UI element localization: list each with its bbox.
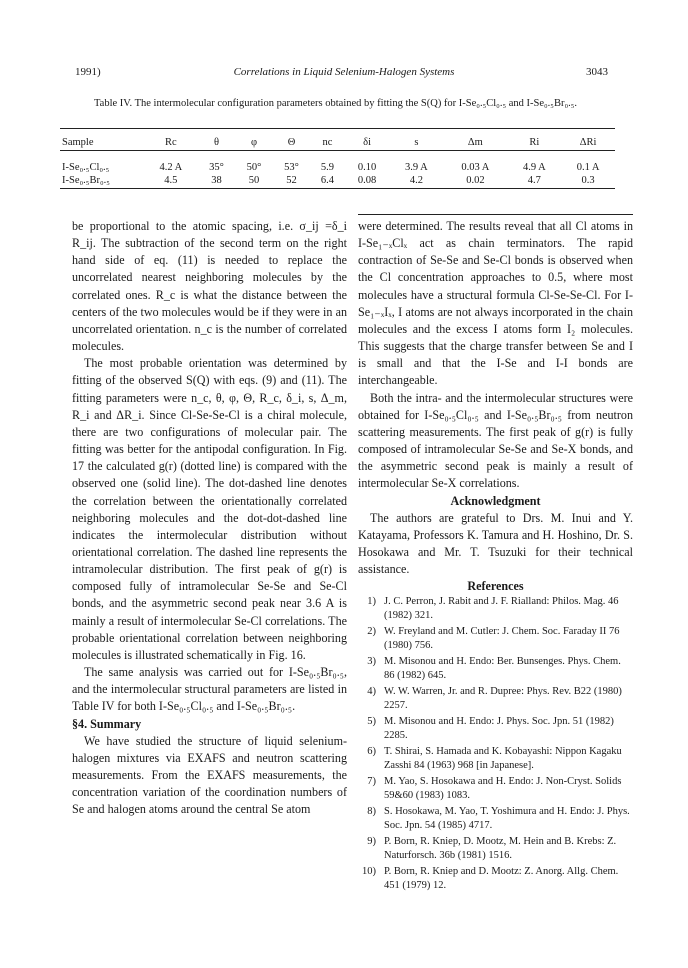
- table-header-cell: nc: [322, 137, 333, 148]
- table-cell: 0.03 A: [461, 162, 490, 173]
- table-caption: Table IV. The intermolecular configuration parameters obtained by fitting the S(Q) for I-Se₀.₅Cl₀.₅ and I-Se₀.₅Br₀.₅.: [94, 98, 578, 109]
- table-header-row: [60, 136, 615, 149]
- reference-item: 10) P. Born, R. Kniep and D. Mootz: Z. Anorg. Allg. Chem. 451 (1979) 12.: [362, 866, 619, 892]
- table-cell: 4.9 A: [522, 162, 546, 173]
- reference-item: 6) T. Shirai, S. Hamada and K. Kobayashi: Nippon Kagaku Zasshi 84 (1963) 968 [in Japanese].: [367, 746, 622, 772]
- body-paragraph: The same analysis was carried out for I-Se₀.₅Br₀.₅, and the intermolecular structural parameters are listed in Table IV for both I-Se₀.₅Cl₀.₅ and I-Se₀.₅Br₀.₅.: [72, 665, 347, 714]
- table-header-cell: Sample: [62, 137, 94, 148]
- table-cell: 3.9 A: [405, 162, 428, 173]
- table-header-cell: Ri: [529, 137, 540, 148]
- references-list: [358, 595, 633, 893]
- reference-item: 4) W. W. Warren, Jr. and R. Dupree: Phys. Rev. B22 (1980) 2257.: [367, 686, 622, 712]
- header-running-title: Correlations in Liquid Selenium-Halogen Systems: [233, 66, 455, 78]
- table-header-cell: θ: [213, 137, 219, 148]
- reference-item: 7) M. Yao, S. Hosokawa and H. Endo: J. Non-Cryst. Solids 59&60 (1983) 1083.: [367, 776, 622, 802]
- table-cell: 4.2 A: [159, 162, 183, 173]
- body-paragraph: We have studied the structure of liquid selenium-halogen mixtures via EXAFS and neutron scattering measurements. From the EXAFS measurements, the concentration variation of the coordination numbers of Se and halogen atoms around the central Se atom: [72, 733, 347, 817]
- table-header-cell: s: [414, 137, 419, 148]
- reference-item: 5) M. Misonou and H. Endo: J. Phys. Soc. Jpn. 51 (1982) 2285.: [367, 716, 614, 742]
- table-cell: 0.08: [357, 175, 377, 186]
- acknowledgment-text: The authors are grateful to Drs. M. Inui and Y. Katayama, Professors K. Tamura and H. Hoshino, Dr. S. Hosokawa and Mr. T. Tsuzuki for their technical assistance.: [358, 510, 633, 577]
- table-cell: 53°: [284, 162, 299, 173]
- body-paragraph: Both the intra- and the intermolecular structures were obtained for I-Se₀.₅Cl₀.₅ and I-Se₀.₅Br₀.₅ from neutron scattering measurements. The first peak of g(r) is fully composed of intramolecular Se-Se and Se-X bonds, and the asymmetric second peak is mainly a result of intermolecular Se-X correlations.: [358, 390, 633, 491]
- references-heading: References: [467, 579, 524, 594]
- table-cell: 35°: [209, 162, 224, 173]
- table-header-cell: ΔRi: [579, 137, 597, 148]
- header-volume: 1991): [75, 66, 101, 78]
- reference-item: 1) J. C. Perron, J. Rabit and J. F. Rialland: Philos. Mag. 46 (1982) 321.: [367, 596, 619, 622]
- table-cell: 38: [211, 175, 222, 186]
- table-header-cell: δi: [363, 137, 372, 148]
- body-paragraph: The most probable orientation was determined by fitting of the observed S(Q) with eqs. (9) and (11). The fitting parameters were n_c, θ, φ, Θ, R_c, δ_i, s, Δ_m, R_i and ΔR_i. Since Cl-Se-Se-Cl is a chiral molecule, there are two configurations of molecular pair. The fitting was better for the antipodal configuration. In Fig. 17 the calculated g(r) (dotted line) is compared with the observed one (solid line). The dot-dashed line denotes the correlation between the orientationally correlated neighboring molecules and the dot-dot-dashed line indicates the intermolecular distribution without orientational correlation. The dashed line represents the intramolecular distribution. The first peak of g(r) is composed fully of intramolecular Se-Se and Se-Cl bonds, and the asymmetric second peak near 3.6 A is mainly a result of intermolecular Se-Cl correlations. The probable orientational correlation between neighboring molecules is illustrated schematically in Fig. 16.: [72, 356, 347, 662]
- table-cell: 50°: [246, 162, 262, 173]
- table-cell: 4.5: [164, 175, 178, 186]
- reference-item: 3) M. Misonou and H. Endo: Ber. Bunsenges. Phys. Chem. 86 (1982) 645.: [367, 656, 621, 682]
- header-page-number: 3043: [586, 66, 608, 78]
- right-column: [358, 218, 633, 895]
- table-cell: 0.1 A: [576, 162, 600, 173]
- parameters-table: [60, 136, 615, 187]
- table-top-rule: [60, 128, 615, 129]
- table-cell: 52: [286, 175, 297, 186]
- table-cell: 0.02: [466, 175, 485, 186]
- table-cell: 0.3: [581, 175, 595, 186]
- section-heading-summary: §4. Summary: [72, 716, 142, 731]
- table-row: [60, 174, 615, 187]
- reference-item: 2) W. Freyland and M. Cutler: J. Chem. Soc. Faraday II 76 (1980) 756.: [367, 626, 620, 652]
- reference-item: 9) P. Born, R. Kniep, D. Mootz, M. Hein and B. Krebs: Z. Naturforsch. 36b (1981) 1516.: [367, 836, 617, 862]
- table-header-cell: Rc: [165, 137, 177, 148]
- table-bottom-rule: [60, 188, 615, 189]
- table-header-cell: Θ: [287, 137, 296, 148]
- table-cell: 4.2: [409, 175, 423, 186]
- body-paragraph: be proportional to the atomic spacing, i.e. σ_ij =δ_i R_ij. The subtraction of the second term on the right hand side of eq. (11) is needed to replace the uncorrelated nearest neighboring molecules by the correlated ones. R_c is what the distance between the centers of the two molecules would be if they were in an uncorrelated orientation. n_c is the number of correlated molecules.: [72, 219, 347, 354]
- table-cell: I-Se₀.₅Cl₀.₅: [62, 162, 110, 173]
- table-row: [60, 149, 615, 174]
- body-paragraph: were determined. The results reveal that all Cl atoms in I-Se₁₋ₓClₓ act as chain terminators. The rapid contraction of Se-Se and Se-Cl bonds is observed when the Cl concentration approaches to 0.5, where most molecules have a structural formula Cl-Se-Se-Cl. For I-Se₁₋ₓIₓ, I atoms are not always incorporated in the chain molecules and the excess I atoms form I₂ molecules. This suggests that the charge transfer between Se and I is small and that the I-Se and I-I bonds are interchangeable.: [358, 219, 633, 388]
- acknowledgment-heading: Acknowledgment: [450, 493, 541, 508]
- table-cell: I-Se₀.₅Br₀.₅: [62, 175, 110, 186]
- left-column: [72, 218, 347, 818]
- table-cell: 6.4: [320, 175, 335, 186]
- table-cell: 5.9: [320, 162, 335, 173]
- table-header-cell: φ: [250, 137, 258, 148]
- right-column-top-rule: [358, 214, 633, 215]
- table-cell: 50: [248, 175, 260, 186]
- table-cell: 4.7: [527, 175, 541, 186]
- reference-item: 8) S. Hosokawa, M. Yao, T. Yoshimura and H. Endo: J. Phys. Soc. Jpn. 54 (1985) 4717.: [367, 806, 630, 832]
- table-cell: 0.10: [357, 162, 377, 173]
- table-header-cell: Δm: [467, 137, 483, 148]
